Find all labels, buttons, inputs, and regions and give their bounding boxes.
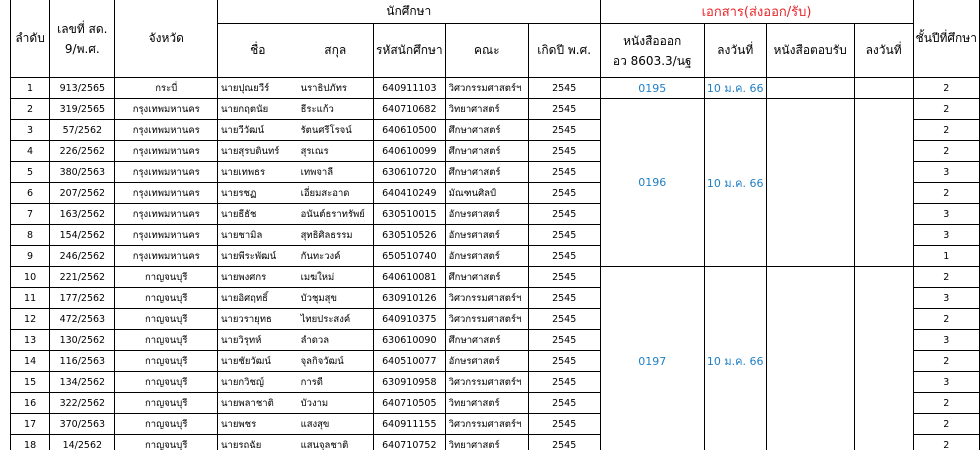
cell-last-name: ธีระแก้ว <box>298 99 374 120</box>
cell-no: 13 <box>11 330 50 351</box>
cell-year-level: 3 <box>913 372 979 393</box>
cell-province: กรุงเทพมหานคร <box>115 141 218 162</box>
cell-faculty: มัณฑนศิลป์ <box>445 183 528 204</box>
cell-student-id: 640710682 <box>373 99 445 120</box>
cell-province: กาญจนบุรี <box>115 267 218 288</box>
cell-permit: 57/2562 <box>50 120 115 141</box>
cell-first-name: นายพีระพัฒน์ <box>218 246 298 267</box>
cell-permit: 177/2562 <box>50 288 115 309</box>
cell-province: กรุงเทพมหานคร <box>115 225 218 246</box>
cell-permit: 913/2565 <box>50 78 115 99</box>
cell-province: กาญจนบุรี <box>115 309 218 330</box>
cell-year-level: 2 <box>913 183 979 204</box>
cell-year-level: 2 <box>913 78 979 99</box>
cell-out-letter: 0196 <box>600 99 704 267</box>
cell-student-id: 630610720 <box>373 162 445 183</box>
cell-birth-year: 2545 <box>528 204 600 225</box>
cell-first-name: นายกวิชญ์ <box>218 372 298 393</box>
cell-faculty: ศึกษาศาสตร์ <box>445 141 528 162</box>
cell-reply-date <box>854 267 913 450</box>
cell-province: กาญจนบุรี <box>115 414 218 435</box>
cell-province: กาญจนบุรี <box>115 351 218 372</box>
cell-year-level: 3 <box>913 225 979 246</box>
cell-birth-year: 2545 <box>528 246 600 267</box>
cell-year-level: 3 <box>913 288 979 309</box>
cell-birth-year: 2545 <box>528 225 600 246</box>
cell-permit: 322/2562 <box>50 393 115 414</box>
cell-birth-year: 2545 <box>528 141 600 162</box>
cell-student-id: 640910375 <box>373 309 445 330</box>
cell-first-name: นายวีวัฒน์ <box>218 120 298 141</box>
cell-no: 17 <box>11 414 50 435</box>
header-birth-year: เกิดปี พ.ศ. <box>528 24 600 78</box>
cell-faculty: วิทยาศาสตร์ <box>445 393 528 414</box>
cell-first-name: นายพงศกร <box>218 267 298 288</box>
cell-province: กาญจนบุรี <box>115 372 218 393</box>
cell-year-level: 1 <box>913 246 979 267</box>
cell-no: 16 <box>11 393 50 414</box>
cell-year-level: 2 <box>913 414 979 435</box>
cell-year-level: 2 <box>913 267 979 288</box>
cell-last-name: สุทธิศิลธรรม <box>298 225 374 246</box>
cell-last-name: บัวชุมสุข <box>298 288 374 309</box>
header-student-group: นักศึกษา <box>218 0 601 24</box>
cell-last-name: อนันต์ธราทรัพย์ <box>298 204 374 225</box>
cell-last-name: แสนจุลชาติ <box>298 435 374 450</box>
cell-first-name: นายชามิล <box>218 225 298 246</box>
cell-province: กรุงเทพมหานคร <box>115 183 218 204</box>
cell-student-id: 650510740 <box>373 246 445 267</box>
header-permit-no <box>50 0 115 78</box>
cell-faculty: อักษรศาสตร์ <box>445 204 528 225</box>
cell-birth-year: 2545 <box>528 288 600 309</box>
cell-province: กรุงเทพมหานคร <box>115 246 218 267</box>
cell-student-id: 640710505 <box>373 393 445 414</box>
header-reply-date: ลงวันที่ <box>854 24 913 78</box>
cell-first-name: นายพลาชาติ <box>218 393 298 414</box>
cell-first-name: นายกฤตนัย <box>218 99 298 120</box>
cell-province: กาญจนบุรี <box>115 393 218 414</box>
cell-province: กระบี่ <box>115 78 218 99</box>
cell-province: กาญจนบุรี <box>115 288 218 309</box>
cell-year-level: 3 <box>913 162 979 183</box>
cell-year-level: 2 <box>913 435 979 450</box>
cell-province: กรุงเทพมหานคร <box>115 162 218 183</box>
cell-student-id: 630910126 <box>373 288 445 309</box>
cell-student-id: 630510015 <box>373 204 445 225</box>
cell-no: 11 <box>11 288 50 309</box>
cell-first-name: นายรชฏ <box>218 183 298 204</box>
cell-student-id: 630910958 <box>373 372 445 393</box>
cell-birth-year: 2545 <box>528 393 600 414</box>
cell-birth-year: 2545 <box>528 435 600 450</box>
header-out-date: ลงวันที่ <box>704 24 766 78</box>
cell-student-id: 640610081 <box>373 267 445 288</box>
cell-birth-year: 2545 <box>528 351 600 372</box>
cell-student-id: 630510526 <box>373 225 445 246</box>
cell-reply-letter <box>766 267 854 450</box>
cell-out-date: 10 ม.ค. 66 <box>704 99 766 267</box>
cell-last-name: จุลกิจวัฒน์ <box>298 351 374 372</box>
cell-permit: 134/2562 <box>50 372 115 393</box>
cell-no: 15 <box>11 372 50 393</box>
cell-no: 6 <box>11 183 50 204</box>
cell-first-name: นายอิศฤทธิ์ <box>218 288 298 309</box>
cell-year-level: 3 <box>913 330 979 351</box>
cell-last-name: การดี <box>298 372 374 393</box>
cell-no: 10 <box>11 267 50 288</box>
cell-year-level: 2 <box>913 120 979 141</box>
cell-student-id: 640610099 <box>373 141 445 162</box>
cell-last-name: ไทยประสงค์ <box>298 309 374 330</box>
header-out-letter-text: หนังสือออก อว 8603.3/นฐ <box>612 33 692 68</box>
cell-out-letter: 0195 <box>600 78 704 99</box>
cell-no: 7 <box>11 204 50 225</box>
cell-first-name: นายวิรุทห์ <box>218 330 298 351</box>
cell-permit: 207/2562 <box>50 183 115 204</box>
cell-birth-year: 2545 <box>528 267 600 288</box>
cell-faculty: วิศวกรรมศาสตร์ฯ <box>445 372 528 393</box>
cell-permit: 163/2562 <box>50 204 115 225</box>
cell-faculty: วิศวกรรมศาสตร์ฯ <box>445 309 528 330</box>
cell-year-level: 2 <box>913 351 979 372</box>
cell-first-name: นายปุณยวีร์ <box>218 78 298 99</box>
cell-last-name: ลำดวล <box>298 330 374 351</box>
header-reply-letter: หนังสือตอบรับ <box>766 24 854 78</box>
cell-permit: 130/2562 <box>50 330 115 351</box>
cell-permit: 221/2562 <box>50 267 115 288</box>
cell-last-name: แสงสุข <box>298 414 374 435</box>
cell-out-date: 10 ม.ค. 66 <box>704 78 766 99</box>
cell-last-name: เทพจาลี <box>298 162 374 183</box>
cell-student-id: 640911155 <box>373 414 445 435</box>
header-documents-group: เอกสาร(ส่งออก/รับ) <box>600 0 913 24</box>
cell-permit: 14/2562 <box>50 435 115 450</box>
cell-last-name: บัวงาม <box>298 393 374 414</box>
cell-last-name: เมฆใหม่ <box>298 267 374 288</box>
cell-no: 4 <box>11 141 50 162</box>
cell-permit: 226/2562 <box>50 141 115 162</box>
cell-student-id: 640710752 <box>373 435 445 450</box>
cell-reply-letter <box>766 78 854 99</box>
cell-permit: 380/2563 <box>50 162 115 183</box>
cell-no: 18 <box>11 435 50 450</box>
cell-year-level: 3 <box>913 204 979 225</box>
cell-faculty: วิทยาศาสตร์ <box>445 99 528 120</box>
table-row <box>11 99 980 120</box>
cell-student-id: 640510077 <box>373 351 445 372</box>
cell-last-name: นราธิปภัทร <box>298 78 374 99</box>
cell-birth-year: 2545 <box>528 414 600 435</box>
cell-student-id: 640911103 <box>373 78 445 99</box>
cell-province: กรุงเทพมหานคร <box>115 204 218 225</box>
cell-year-level: 2 <box>913 141 979 162</box>
cell-faculty: วิศวกรรมศาสตร์ฯ <box>445 288 528 309</box>
cell-birth-year: 2545 <box>528 78 600 99</box>
cell-faculty: วิทยาศาสตร์ <box>445 435 528 450</box>
cell-faculty: วิศวกรรมศาสตร์ฯ <box>445 414 528 435</box>
cell-no: 8 <box>11 225 50 246</box>
cell-first-name: นายสุรบดินทร์ <box>218 141 298 162</box>
cell-permit: 319/2565 <box>50 99 115 120</box>
cell-faculty: ศึกษาศาสตร์ <box>445 267 528 288</box>
cell-first-name: นายชัยวัฒน์ <box>218 351 298 372</box>
cell-last-name: สุรเณร <box>298 141 374 162</box>
cell-no: 9 <box>11 246 50 267</box>
cell-birth-year: 2545 <box>528 183 600 204</box>
cell-first-name: นายธีธัช <box>218 204 298 225</box>
cell-permit: 116/2563 <box>50 351 115 372</box>
cell-birth-year: 2545 <box>528 309 600 330</box>
cell-first-name: นายรถฉัย <box>218 435 298 450</box>
cell-year-level: 2 <box>913 99 979 120</box>
cell-student-id: 630610090 <box>373 330 445 351</box>
student-table <box>10 0 980 450</box>
cell-last-name: กันทะวงค์ <box>298 246 374 267</box>
cell-reply-date <box>854 78 913 99</box>
cell-birth-year: 2545 <box>528 330 600 351</box>
cell-no: 5 <box>11 162 50 183</box>
cell-student-id: 640610500 <box>373 120 445 141</box>
cell-permit: 154/2562 <box>50 225 115 246</box>
cell-faculty: ศึกษาศาสตร์ <box>445 162 528 183</box>
cell-faculty: อักษรศาสตร์ <box>445 225 528 246</box>
header-out-letter <box>600 24 704 78</box>
cell-permit: 472/2563 <box>50 309 115 330</box>
cell-first-name: นายเทพธร <box>218 162 298 183</box>
cell-student-id: 640410249 <box>373 183 445 204</box>
header-permit-no-text: เลขที่ สด. 9/พ.ศ. <box>57 21 108 56</box>
cell-first-name: นายวรายุทธ <box>218 309 298 330</box>
cell-faculty: ศึกษาศาสตร์ <box>445 330 528 351</box>
cell-no: 2 <box>11 99 50 120</box>
cell-last-name: รัตนศรีโรจน์ <box>298 120 374 141</box>
header-province: จังหวัด <box>115 0 218 78</box>
cell-last-name: เอี่ยมสะอาด <box>298 183 374 204</box>
cell-out-date: 10 ม.ค. 66 <box>704 267 766 450</box>
cell-province: กรุงเทพมหานคร <box>115 120 218 141</box>
cell-no: 1 <box>11 78 50 99</box>
cell-permit: 246/2562 <box>50 246 115 267</box>
cell-province: กาญจนบุรี <box>115 435 218 450</box>
cell-faculty: อักษรศาสตร์ <box>445 351 528 372</box>
cell-faculty: ศึกษาศาสตร์ <box>445 120 528 141</box>
cell-reply-letter <box>766 99 854 267</box>
cell-out-letter: 0197 <box>600 267 704 450</box>
cell-birth-year: 2545 <box>528 99 600 120</box>
table-row <box>11 267 980 288</box>
header-last-name: สกุล <box>298 24 374 78</box>
cell-reply-date <box>854 99 913 267</box>
table-row <box>11 78 980 99</box>
cell-no: 3 <box>11 120 50 141</box>
header-faculty: คณะ <box>445 24 528 78</box>
cell-birth-year: 2545 <box>528 120 600 141</box>
cell-province: กรุงเทพมหานคร <box>115 99 218 120</box>
cell-faculty: วิศวกรรมศาสตร์ฯ <box>445 78 528 99</box>
header-year-level: ชั้นปีที่ศึกษา <box>913 0 979 78</box>
header-first-name: ชื่อ <box>218 24 298 78</box>
cell-permit: 370/2563 <box>50 414 115 435</box>
cell-no: 14 <box>11 351 50 372</box>
cell-year-level: 2 <box>913 393 979 414</box>
header-student-id: รหัสนักศึกษา <box>373 24 445 78</box>
cell-first-name: นายพชร <box>218 414 298 435</box>
cell-birth-year: 2545 <box>528 162 600 183</box>
cell-province: กาญจนบุรี <box>115 330 218 351</box>
header-no: ลำดับ <box>11 0 50 78</box>
cell-no: 12 <box>11 309 50 330</box>
cell-faculty: อักษรศาสตร์ <box>445 246 528 267</box>
cell-year-level: 2 <box>913 309 979 330</box>
cell-birth-year: 2545 <box>528 372 600 393</box>
